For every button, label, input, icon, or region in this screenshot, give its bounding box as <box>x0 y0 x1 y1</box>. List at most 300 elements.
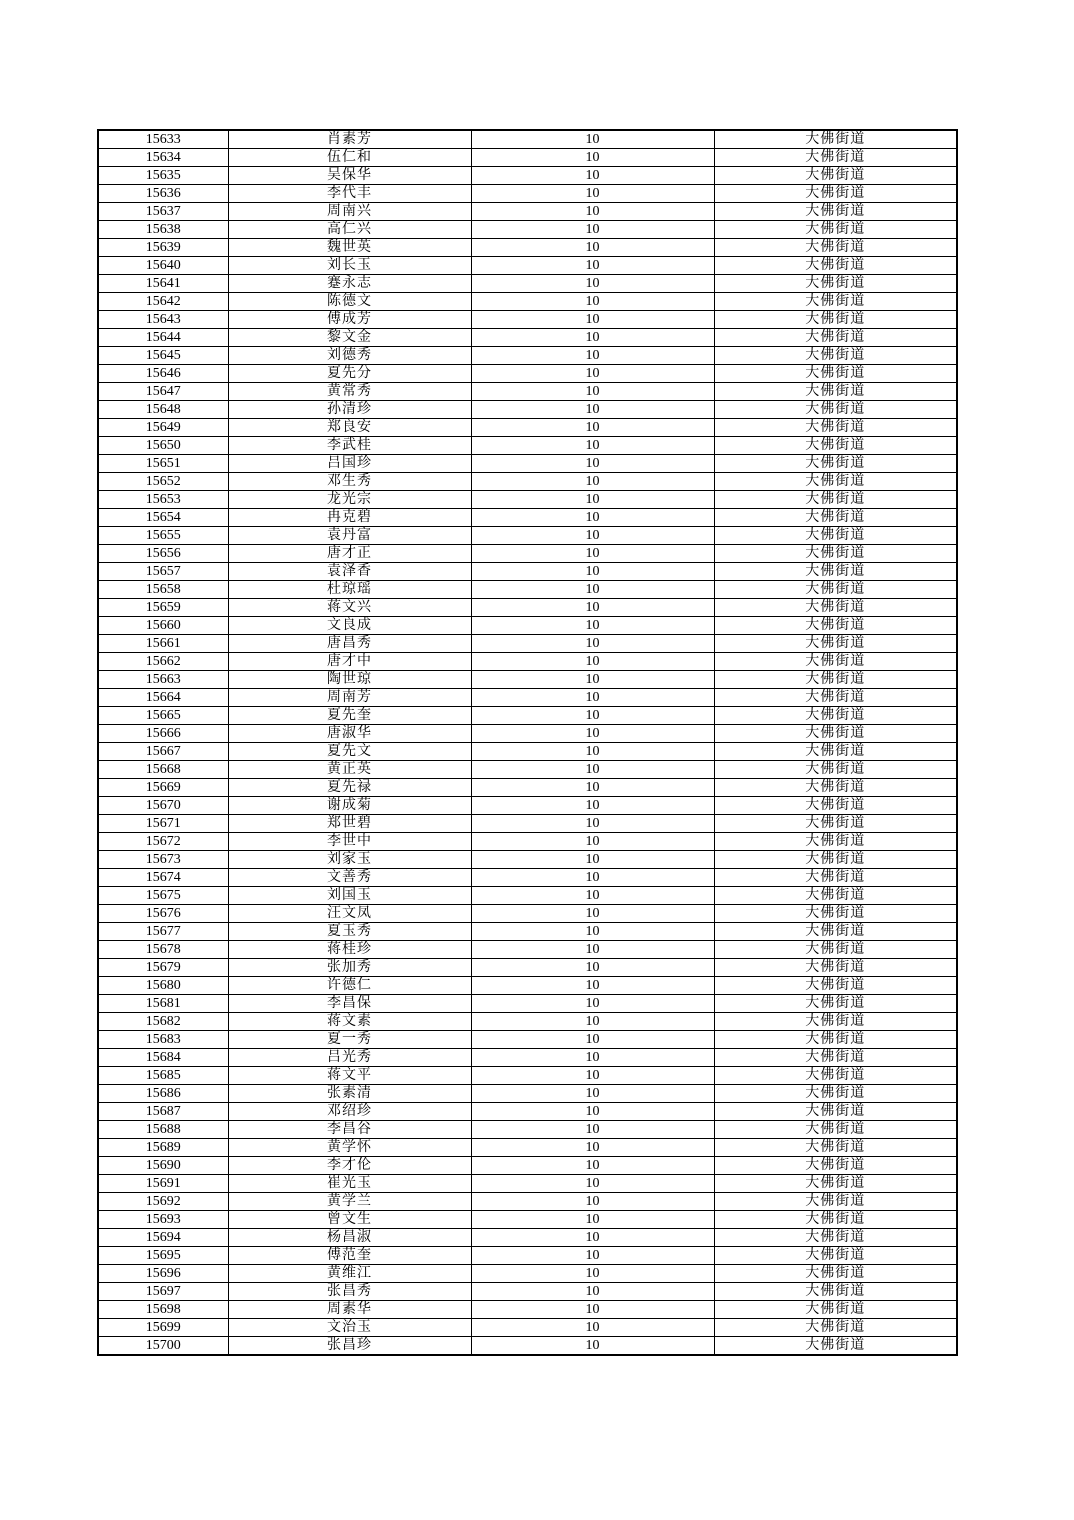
street-cell: 大佛街道 <box>714 293 957 311</box>
name-cell: 崔光玉 <box>228 1175 471 1193</box>
street-cell: 大佛街道 <box>714 977 957 995</box>
street-cell: 大佛街道 <box>714 653 957 671</box>
id-cell: 15646 <box>98 365 228 383</box>
id-cell: 15699 <box>98 1319 228 1337</box>
table-row <box>98 1013 957 1031</box>
id-cell: 15667 <box>98 743 228 761</box>
amount-cell: 10 <box>471 833 714 851</box>
amount-cell: 10 <box>471 509 714 527</box>
street-cell: 大佛街道 <box>714 383 957 401</box>
amount-cell: 10 <box>471 365 714 383</box>
table-row <box>98 239 957 257</box>
amount-cell: 10 <box>471 761 714 779</box>
id-cell: 15700 <box>98 1337 228 1356</box>
street-cell: 大佛街道 <box>714 833 957 851</box>
id-cell: 15637 <box>98 203 228 221</box>
street-cell: 大佛街道 <box>714 959 957 977</box>
street-cell: 大佛街道 <box>714 1013 957 1031</box>
id-cell: 15652 <box>98 473 228 491</box>
table-row <box>98 509 957 527</box>
table-row <box>98 905 957 923</box>
amount-cell: 10 <box>471 167 714 185</box>
amount-cell: 10 <box>471 689 714 707</box>
street-cell: 大佛街道 <box>714 707 957 725</box>
amount-cell: 10 <box>471 815 714 833</box>
street-cell: 大佛街道 <box>714 419 957 437</box>
street-cell: 大佛街道 <box>714 185 957 203</box>
street-cell: 大佛街道 <box>714 1229 957 1247</box>
amount-cell: 10 <box>471 257 714 275</box>
name-cell: 唐昌秀 <box>228 635 471 653</box>
amount-cell: 10 <box>471 491 714 509</box>
id-cell: 15668 <box>98 761 228 779</box>
id-cell: 15687 <box>98 1103 228 1121</box>
table-row <box>98 365 957 383</box>
table-row <box>98 1301 957 1319</box>
street-cell: 大佛街道 <box>714 869 957 887</box>
amount-cell: 10 <box>471 1067 714 1085</box>
id-cell: 15696 <box>98 1265 228 1283</box>
id-cell: 15633 <box>98 130 228 149</box>
id-cell: 15644 <box>98 329 228 347</box>
id-cell: 15660 <box>98 617 228 635</box>
street-cell: 大佛街道 <box>714 130 957 149</box>
street-cell: 大佛街道 <box>714 725 957 743</box>
data-table <box>97 129 958 1356</box>
name-cell: 许德仁 <box>228 977 471 995</box>
street-cell: 大佛街道 <box>714 203 957 221</box>
id-cell: 15641 <box>98 275 228 293</box>
amount-cell: 10 <box>471 185 714 203</box>
name-cell: 吕光秀 <box>228 1049 471 1067</box>
id-cell: 15695 <box>98 1247 228 1265</box>
name-cell: 魏世英 <box>228 239 471 257</box>
table-row <box>98 869 957 887</box>
name-cell: 文治玉 <box>228 1319 471 1337</box>
street-cell: 大佛街道 <box>714 1139 957 1157</box>
street-cell: 大佛街道 <box>714 1175 957 1193</box>
id-cell: 15636 <box>98 185 228 203</box>
name-cell: 周素华 <box>228 1301 471 1319</box>
name-cell: 文良成 <box>228 617 471 635</box>
street-cell: 大佛街道 <box>714 167 957 185</box>
name-cell: 夏先奎 <box>228 707 471 725</box>
table-row <box>98 725 957 743</box>
street-cell: 大佛街道 <box>714 1085 957 1103</box>
table-row <box>98 1211 957 1229</box>
amount-cell: 10 <box>471 473 714 491</box>
street-cell: 大佛街道 <box>714 311 957 329</box>
street-cell: 大佛街道 <box>714 1301 957 1319</box>
table-row <box>98 1283 957 1301</box>
name-cell: 唐才正 <box>228 545 471 563</box>
name-cell: 文善秀 <box>228 869 471 887</box>
amount-cell: 10 <box>471 581 714 599</box>
name-cell: 黄学怀 <box>228 1139 471 1157</box>
table-row <box>98 347 957 365</box>
name-cell: 傅范奎 <box>228 1247 471 1265</box>
amount-cell: 10 <box>471 329 714 347</box>
id-cell: 15675 <box>98 887 228 905</box>
id-cell: 15645 <box>98 347 228 365</box>
id-cell: 15663 <box>98 671 228 689</box>
id-cell: 15691 <box>98 1175 228 1193</box>
street-cell: 大佛街道 <box>714 923 957 941</box>
name-cell: 夏先禄 <box>228 779 471 797</box>
table-row <box>98 419 957 437</box>
table-row <box>98 1085 957 1103</box>
id-cell: 15672 <box>98 833 228 851</box>
name-cell: 龙光宗 <box>228 491 471 509</box>
id-cell: 15662 <box>98 653 228 671</box>
name-cell: 傅成芳 <box>228 311 471 329</box>
table-row <box>98 527 957 545</box>
table-row <box>98 995 957 1013</box>
amount-cell: 10 <box>471 617 714 635</box>
street-cell: 大佛街道 <box>714 1121 957 1139</box>
street-cell: 大佛街道 <box>714 995 957 1013</box>
name-cell: 邓绍珍 <box>228 1103 471 1121</box>
id-cell: 15693 <box>98 1211 228 1229</box>
table-row <box>98 887 957 905</box>
street-cell: 大佛街道 <box>714 1049 957 1067</box>
id-cell: 15683 <box>98 1031 228 1049</box>
amount-cell: 10 <box>471 401 714 419</box>
id-cell: 15694 <box>98 1229 228 1247</box>
street-cell: 大佛街道 <box>714 1283 957 1301</box>
amount-cell: 10 <box>471 1247 714 1265</box>
street-cell: 大佛街道 <box>714 887 957 905</box>
id-cell: 15674 <box>98 869 228 887</box>
id-cell: 15685 <box>98 1067 228 1085</box>
name-cell: 蒋文平 <box>228 1067 471 1085</box>
amount-cell: 10 <box>471 149 714 167</box>
name-cell: 周南芳 <box>228 689 471 707</box>
name-cell: 张昌珍 <box>228 1337 471 1356</box>
amount-cell: 10 <box>471 653 714 671</box>
table-row <box>98 581 957 599</box>
street-cell: 大佛街道 <box>714 527 957 545</box>
amount-cell: 10 <box>471 977 714 995</box>
name-cell: 吕国珍 <box>228 455 471 473</box>
name-cell: 曾文生 <box>228 1211 471 1229</box>
amount-cell: 10 <box>471 1283 714 1301</box>
name-cell: 周南兴 <box>228 203 471 221</box>
table-row <box>98 311 957 329</box>
street-cell: 大佛街道 <box>714 221 957 239</box>
table-row <box>98 1337 957 1356</box>
name-cell: 袁丹富 <box>228 527 471 545</box>
street-cell: 大佛街道 <box>714 257 957 275</box>
id-cell: 15673 <box>98 851 228 869</box>
id-cell: 15698 <box>98 1301 228 1319</box>
table-row <box>98 743 957 761</box>
name-cell: 夏一秀 <box>228 1031 471 1049</box>
id-cell: 15643 <box>98 311 228 329</box>
name-cell: 夏玉秀 <box>228 923 471 941</box>
amount-cell: 10 <box>471 311 714 329</box>
name-cell: 刘长玉 <box>228 257 471 275</box>
table-row <box>98 671 957 689</box>
table-row <box>98 1067 957 1085</box>
table-row <box>98 1121 957 1139</box>
table-row <box>98 1103 957 1121</box>
id-cell: 15681 <box>98 995 228 1013</box>
amount-cell: 10 <box>471 1193 714 1211</box>
table-row <box>98 1265 957 1283</box>
amount-cell: 10 <box>471 851 714 869</box>
id-cell: 15666 <box>98 725 228 743</box>
table-row <box>98 1247 957 1265</box>
name-cell: 张昌秀 <box>228 1283 471 1301</box>
id-cell: 15677 <box>98 923 228 941</box>
table-row <box>98 617 957 635</box>
amount-cell: 10 <box>471 1301 714 1319</box>
table-row <box>98 1175 957 1193</box>
street-cell: 大佛街道 <box>714 239 957 257</box>
amount-cell: 10 <box>471 1049 714 1067</box>
amount-cell: 10 <box>471 707 714 725</box>
name-cell: 夏先文 <box>228 743 471 761</box>
id-cell: 15653 <box>98 491 228 509</box>
name-cell: 李世中 <box>228 833 471 851</box>
name-cell: 黄常秀 <box>228 383 471 401</box>
id-cell: 15648 <box>98 401 228 419</box>
table-row <box>98 383 957 401</box>
name-cell: 夏先分 <box>228 365 471 383</box>
amount-cell: 10 <box>471 671 714 689</box>
name-cell: 蒋桂珍 <box>228 941 471 959</box>
amount-cell: 10 <box>471 221 714 239</box>
amount-cell: 10 <box>471 1229 714 1247</box>
amount-cell: 10 <box>471 923 714 941</box>
id-cell: 15682 <box>98 1013 228 1031</box>
amount-cell: 10 <box>471 1337 714 1356</box>
amount-cell: 10 <box>471 1265 714 1283</box>
id-cell: 15655 <box>98 527 228 545</box>
name-cell: 黄正英 <box>228 761 471 779</box>
table-row <box>98 1229 957 1247</box>
street-cell: 大佛街道 <box>714 905 957 923</box>
id-cell: 15680 <box>98 977 228 995</box>
street-cell: 大佛街道 <box>714 671 957 689</box>
amount-cell: 10 <box>471 1031 714 1049</box>
street-cell: 大佛街道 <box>714 347 957 365</box>
name-cell: 郑世碧 <box>228 815 471 833</box>
id-cell: 15657 <box>98 563 228 581</box>
street-cell: 大佛街道 <box>714 815 957 833</box>
amount-cell: 10 <box>471 419 714 437</box>
name-cell: 黄学兰 <box>228 1193 471 1211</box>
name-cell: 汪文凤 <box>228 905 471 923</box>
amount-cell: 10 <box>471 275 714 293</box>
table-row <box>98 221 957 239</box>
street-cell: 大佛街道 <box>714 1193 957 1211</box>
table-row <box>98 653 957 671</box>
amount-cell: 10 <box>471 599 714 617</box>
id-cell: 15686 <box>98 1085 228 1103</box>
table-row <box>98 203 957 221</box>
table-row <box>98 185 957 203</box>
table-row <box>98 1049 957 1067</box>
name-cell: 黄维江 <box>228 1265 471 1283</box>
street-cell: 大佛街道 <box>714 779 957 797</box>
table-row <box>98 689 957 707</box>
name-cell: 李才伦 <box>228 1157 471 1175</box>
table-row <box>98 923 957 941</box>
street-cell: 大佛街道 <box>714 635 957 653</box>
street-cell: 大佛街道 <box>714 599 957 617</box>
id-cell: 15640 <box>98 257 228 275</box>
table-row <box>98 1031 957 1049</box>
street-cell: 大佛街道 <box>714 473 957 491</box>
name-cell: 冉克碧 <box>228 509 471 527</box>
amount-cell: 10 <box>471 383 714 401</box>
name-cell: 唐淑华 <box>228 725 471 743</box>
id-cell: 15647 <box>98 383 228 401</box>
amount-cell: 10 <box>471 455 714 473</box>
amount-cell: 10 <box>471 347 714 365</box>
name-cell: 蹇永志 <box>228 275 471 293</box>
table-row <box>98 257 957 275</box>
id-cell: 15635 <box>98 167 228 185</box>
amount-cell: 10 <box>471 239 714 257</box>
name-cell: 蒋文兴 <box>228 599 471 617</box>
amount-cell: 10 <box>471 1139 714 1157</box>
table-row <box>98 851 957 869</box>
amount-cell: 10 <box>471 437 714 455</box>
amount-cell: 10 <box>471 1013 714 1031</box>
table-row <box>98 130 957 149</box>
id-cell: 15634 <box>98 149 228 167</box>
name-cell: 刘国玉 <box>228 887 471 905</box>
id-cell: 15692 <box>98 1193 228 1211</box>
amount-cell: 10 <box>471 1319 714 1337</box>
id-cell: 15658 <box>98 581 228 599</box>
table-row <box>98 833 957 851</box>
name-cell: 李武桂 <box>228 437 471 455</box>
table-row <box>98 167 957 185</box>
street-cell: 大佛街道 <box>714 401 957 419</box>
street-cell: 大佛街道 <box>714 1031 957 1049</box>
table-row <box>98 401 957 419</box>
name-cell: 李代丰 <box>228 185 471 203</box>
id-cell: 15670 <box>98 797 228 815</box>
table-row <box>98 959 957 977</box>
table-row <box>98 563 957 581</box>
street-cell: 大佛街道 <box>714 1211 957 1229</box>
name-cell: 郑良安 <box>228 419 471 437</box>
name-cell: 李昌保 <box>228 995 471 1013</box>
table-row <box>98 1193 957 1211</box>
street-cell: 大佛街道 <box>714 941 957 959</box>
table-row <box>98 491 957 509</box>
name-cell: 张素清 <box>228 1085 471 1103</box>
name-cell: 刘德秀 <box>228 347 471 365</box>
table-row <box>98 797 957 815</box>
street-cell: 大佛街道 <box>714 761 957 779</box>
amount-cell: 10 <box>471 1157 714 1175</box>
table-row <box>98 1319 957 1337</box>
amount-cell: 10 <box>471 941 714 959</box>
table-row <box>98 473 957 491</box>
street-cell: 大佛街道 <box>714 1319 957 1337</box>
table-row <box>98 779 957 797</box>
street-cell: 大佛街道 <box>714 617 957 635</box>
amount-cell: 10 <box>471 995 714 1013</box>
amount-cell: 10 <box>471 905 714 923</box>
street-cell: 大佛街道 <box>714 797 957 815</box>
street-cell: 大佛街道 <box>714 1337 957 1356</box>
id-cell: 15679 <box>98 959 228 977</box>
amount-cell: 10 <box>471 743 714 761</box>
name-cell: 唐才中 <box>228 653 471 671</box>
name-cell: 谢成菊 <box>228 797 471 815</box>
amount-cell: 10 <box>471 779 714 797</box>
table-row <box>98 941 957 959</box>
id-cell: 15669 <box>98 779 228 797</box>
street-cell: 大佛街道 <box>714 329 957 347</box>
amount-cell: 10 <box>471 725 714 743</box>
name-cell: 邓生秀 <box>228 473 471 491</box>
id-cell: 15676 <box>98 905 228 923</box>
table-row <box>98 1139 957 1157</box>
table-row <box>98 977 957 995</box>
id-cell: 15690 <box>98 1157 228 1175</box>
id-cell: 15665 <box>98 707 228 725</box>
table-row <box>98 275 957 293</box>
name-cell: 张加秀 <box>228 959 471 977</box>
id-cell: 15654 <box>98 509 228 527</box>
name-cell: 杨昌淑 <box>228 1229 471 1247</box>
name-cell: 孙清珍 <box>228 401 471 419</box>
amount-cell: 10 <box>471 797 714 815</box>
id-cell: 15639 <box>98 239 228 257</box>
table-body <box>98 130 957 1355</box>
name-cell: 吴保华 <box>228 167 471 185</box>
name-cell: 高仁兴 <box>228 221 471 239</box>
table-row <box>98 329 957 347</box>
amount-cell: 10 <box>471 130 714 149</box>
id-cell: 15688 <box>98 1121 228 1139</box>
street-cell: 大佛街道 <box>714 743 957 761</box>
amount-cell: 10 <box>471 1103 714 1121</box>
street-cell: 大佛街道 <box>714 689 957 707</box>
amount-cell: 10 <box>471 959 714 977</box>
id-cell: 15651 <box>98 455 228 473</box>
street-cell: 大佛街道 <box>714 1157 957 1175</box>
street-cell: 大佛街道 <box>714 1265 957 1283</box>
amount-cell: 10 <box>471 203 714 221</box>
street-cell: 大佛街道 <box>714 581 957 599</box>
id-cell: 15664 <box>98 689 228 707</box>
id-cell: 15638 <box>98 221 228 239</box>
name-cell: 伍仁和 <box>228 149 471 167</box>
street-cell: 大佛街道 <box>714 365 957 383</box>
street-cell: 大佛街道 <box>714 563 957 581</box>
street-cell: 大佛街道 <box>714 1103 957 1121</box>
name-cell: 杜琼瑶 <box>228 581 471 599</box>
name-cell: 刘家玉 <box>228 851 471 869</box>
id-cell: 15671 <box>98 815 228 833</box>
street-cell: 大佛街道 <box>714 851 957 869</box>
amount-cell: 10 <box>471 1211 714 1229</box>
name-cell: 蒋文素 <box>228 1013 471 1031</box>
id-cell: 15678 <box>98 941 228 959</box>
street-cell: 大佛街道 <box>714 491 957 509</box>
table-row <box>98 1157 957 1175</box>
amount-cell: 10 <box>471 563 714 581</box>
